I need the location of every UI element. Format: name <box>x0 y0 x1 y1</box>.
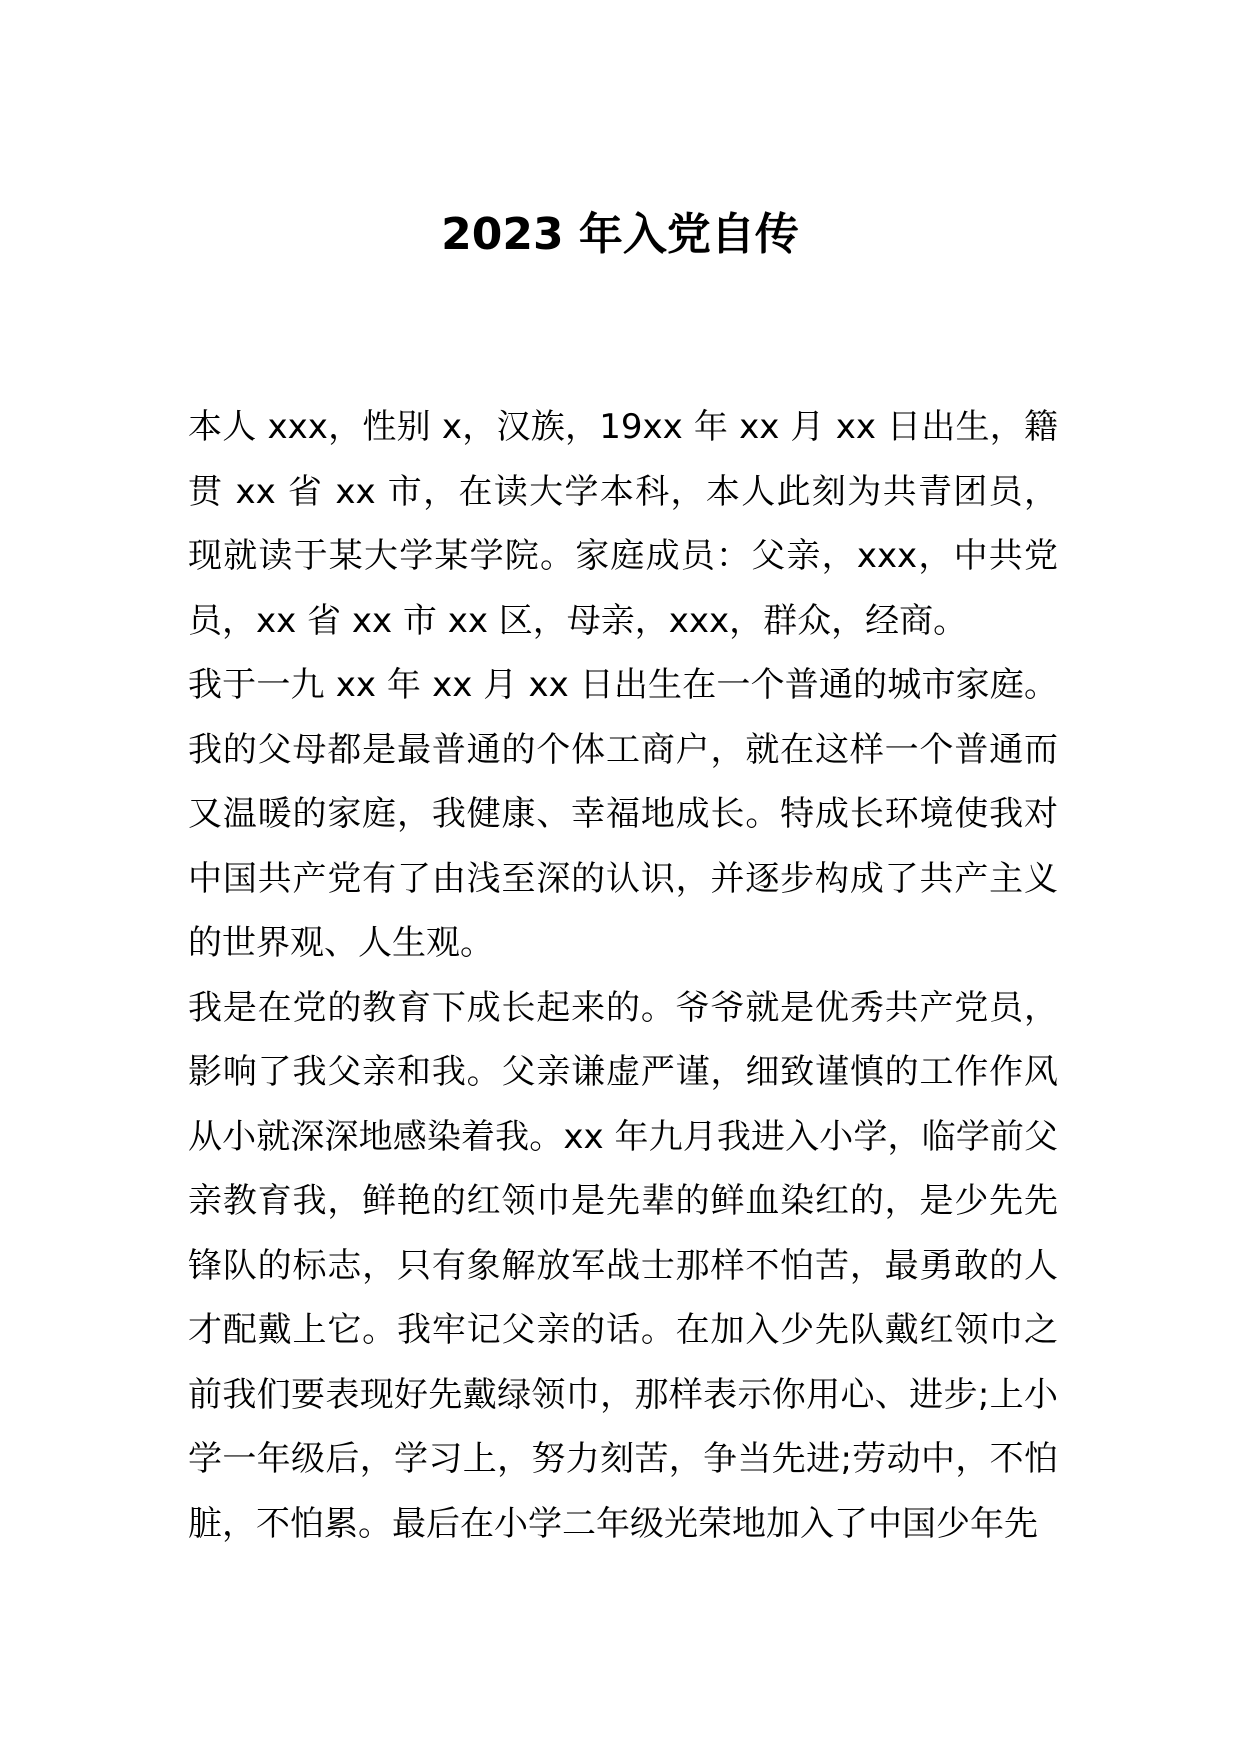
paragraph-growth-experience: 我是在党的教育下成长起来的。爷爷就是优秀共产党员，影响了我父亲和我。父亲谦虚严谨，细致谨慎的工作作风从小就深深地感染着我。xx 年九月我进入小学，临学前父亲教育我，鲜艳的红领巾是先辈的鲜血染红的，是少先先锋队的标志，只有象解放军战士那样不怕苦，最勇敢的人才配戴上它。我牢记父亲的话。在加入少先队戴红领巾之前我们要表现好先戴绿领巾，那样表示你用心、进步;上小学一年级后，学习上，努力刻苦，争当先进;劳动中，不怕脏，不怕累。最后在小学二年级光荣地加入了中国少年先 <box>188 987 1059 1544</box>
paragraph-personal-info: 本人 xxx，性别 x，汉族，19xx 年 xx 月 xx 日出生，籍贯 xx 省 xx 市，在读大学本科，本人此刻为共青团员，现就读于某大学某学院。家庭成员：父亲，xxx，中共党员，xx 省 xx 市 xx 区，母亲，xxx，群众，经商。 <box>188 407 1058 641</box>
paragraph-family-background: 我于一九 xx 年 xx 月 xx 日出生在一个普通的城市家庭。我的父母都是最普通的个体工商户，就在这样一个普通而又温暖的家庭，我健康、幸福地成长。特成长环境使我对中国共产党有了由浅至深的认识，并逐步构成了共产主义的世界观、人生观。 <box>188 665 1058 963</box>
document-title: 2023 年入党自传 <box>441 209 799 260</box>
document-body <box>188 395 1058 1556</box>
